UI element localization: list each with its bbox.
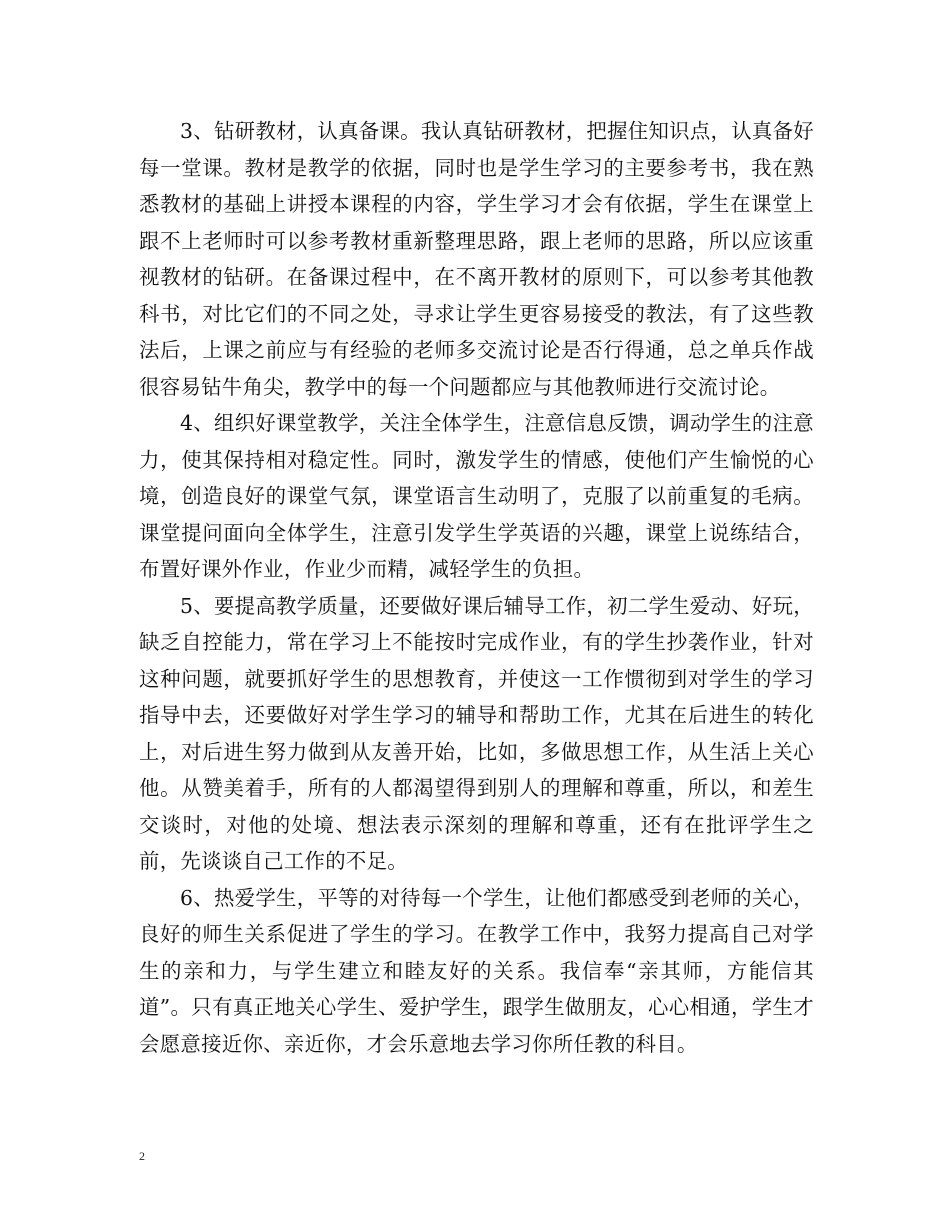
body-text (139, 113, 814, 1062)
paragraph-4-classroom-teaching: 4、组织好课堂教学，关注全体学生，注意信息反馈，调动学生的注意力，使其保持相对稳定性。同时，激发学生的情感，使他们产生愉悦的心境，创造良好的课堂气氛，课堂语言生动明了，克服了以前重复的毛病。课堂提问面向全体学生，注意引发学生学英语的兴趣，课堂上说练结合，布置好课外作业，作业少而精，减轻学生的负担。 (139, 411, 814, 581)
paragraph-3-study-textbook: 3、钻研教材，认真备课。我认真钻研教材，把握住知识点，认真备好每一堂课。教材是教学的依据，同时也是学生学习的主要参考书，我在熟悉教材的基础上讲授本课程的内容，学生学习才会有依据，学生在课堂上跟不上老师时可以参考教材重新整理思路，跟上老师的思路，所以应该重视教材的钻研。在备课过程中，在不离开教材的原则下，可以参考其他教科书，对比它们的不同之处，寻求让学生更容易接受的教法，有了这些教法后，上课之前应与有经验的老师多交流讨论是否行得通，总之单兵作战很容易钻牛角尖，教学中的每一个问题都应与其他教师进行交流讨论。 (139, 119, 814, 399)
paragraph-5-after-class-tutoring: 5、要提高教学质量，还要做好课后辅导工作，初二学生爱动、好玩，缺乏自控能力，常在学习上不能按时完成作业，有的学生抄袭作业，针对这种问题，就要抓好学生的思想教育，并使这一工作惯彻到对学生的学习指导中去，还要做好对学生学习的辅导和帮助工作，尤其在后进生的转化上，对后进生努力做到从友善开始，比如，多做思想工作，从生活上关心他。从赞美着手，所有的人都渴望得到别人的理解和尊重，所以，和差生交谈时，对他的处境、想法表示深刻的理解和尊重，还有在批评学生之前，先谈谈自己工作的不足。 (139, 593, 814, 873)
paragraph-6-love-students: 6、热爱学生，平等的对待每一个学生，让他们都感受到老师的关心，良好的师生关系促进了学生的学习。在教学工作中，我努力提高自己对学生的亲和力，与学生建立和睦友好的关系。我信奉“亲其师，方能信其道”。只有真正地关心学生、爱护学生，跟学生做朋友，心心相通，学生才会愿意接近你、亲近你，才会乐意地去学习你所任教的科目。 (139, 885, 814, 1056)
page-number: 2 (139, 1149, 145, 1163)
